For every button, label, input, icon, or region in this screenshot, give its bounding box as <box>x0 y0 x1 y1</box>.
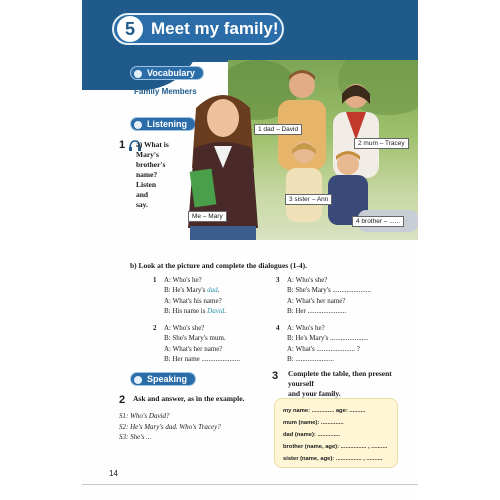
q-line: and <box>136 190 149 199</box>
dialogue-3 <box>276 275 371 316</box>
exercise-1b-instruction: b) Look at the picture and complete the dialogues (1-4). <box>130 261 307 270</box>
dialogue-line: B: She's Mary's ...................... <box>287 286 371 295</box>
tag-mum: 2 mum – Tracey <box>354 138 409 149</box>
family-table <box>274 398 398 468</box>
dialogue-line: B: He's Mary's ...................... <box>287 334 369 343</box>
tag-brother: 4 brother – ...... <box>352 216 404 227</box>
dialogue-line: B: Her ...................... <box>287 306 347 315</box>
example-line: S2: He's Mary's dad. Who's Tracey? <box>119 422 221 431</box>
right-margin <box>418 0 500 500</box>
example-line: S1: Who's David? <box>119 412 170 420</box>
dialogue-number: 2 <box>153 324 157 332</box>
dialogue-line: B: Her name ...................... <box>164 354 241 363</box>
unit-number: 5 <box>117 16 143 42</box>
dialogue-line: A: Who's she? <box>164 324 205 332</box>
dialogue-line: A: Who's he? <box>164 276 202 284</box>
page-number: 14 <box>109 469 118 478</box>
dialogue-line: A: Who's she? <box>287 276 328 284</box>
q-line: say. <box>136 200 148 209</box>
exercise-1a-question <box>136 140 176 210</box>
tag-dad: 1 dad – David <box>254 124 302 135</box>
dialogue-line: A: What's ...................... ? <box>287 344 360 353</box>
dialogue-line: A: What's her name? <box>287 296 346 305</box>
listening-label: Listening <box>130 117 196 131</box>
exercise-1-number: 1 <box>119 139 126 151</box>
dialogue-number: 3 <box>276 276 280 284</box>
instruction-line: and your family. <box>288 389 341 398</box>
speaking-example <box>119 411 221 443</box>
dialogue-number: 1 <box>153 276 157 284</box>
dialogue-line: B: His name is David. <box>164 306 227 315</box>
left-margin <box>0 0 82 500</box>
dialogue-line: A: What's her name? <box>164 344 223 353</box>
exercise-2-instruction: Ask and answer, as in the example. <box>133 394 245 403</box>
unit-title <box>112 13 284 45</box>
dialogue-line: A: What's his name? <box>164 296 222 305</box>
answer-dad: dad <box>207 286 218 295</box>
vocabulary-label: Vocabulary <box>130 66 204 80</box>
table-row[interactable]: dad (name): .............. <box>283 432 341 438</box>
dialogue-line: B: He's Mary's dad. <box>164 286 220 295</box>
table-row[interactable]: mum (name): .............. <box>283 420 344 426</box>
instruction-line: Complete the table, then present yourself <box>288 369 392 388</box>
answer-david: David <box>207 306 225 315</box>
table-row[interactable]: brother (name, age): ................ , .......... <box>283 444 388 450</box>
unit-title-text: Meet my family! <box>151 19 279 38</box>
q-line: a) What is <box>136 140 169 149</box>
dialogue-1 <box>153 275 227 316</box>
family-members-label: Family Members <box>134 87 197 96</box>
tag-sister: 3 sister – Ann <box>285 194 332 205</box>
table-row[interactable]: my name: .............. age: .......... <box>283 408 366 414</box>
exercise-3-number: 3 <box>272 370 279 382</box>
q-line: name? <box>136 170 158 179</box>
speaking-label: Speaking <box>130 372 196 386</box>
textbook-page <box>82 0 418 500</box>
table-row[interactable]: sister (name, age): ................ , .......... <box>283 456 383 462</box>
exercise-3-instruction <box>288 369 418 399</box>
q-line: brother's <box>136 160 166 169</box>
dialogue-2 <box>153 323 241 364</box>
dialogue-number: 4 <box>276 324 280 332</box>
tag-me: Me – Mary <box>188 211 227 222</box>
exercise-2-number: 2 <box>119 394 126 406</box>
q-line: Listen <box>136 180 157 189</box>
dialogue-line: A: Who's he? <box>287 324 325 332</box>
dialogue-line: B: ...................... <box>287 354 334 363</box>
bottom-divider <box>82 484 418 485</box>
dialogue-4 <box>276 323 369 364</box>
skills-work-label: Skills Work <box>134 54 177 63</box>
dialogue-line: B: She's Mary's mum. <box>164 334 226 343</box>
q-line: Mary's <box>136 150 159 159</box>
example-line: S3: She's ... <box>119 433 152 441</box>
